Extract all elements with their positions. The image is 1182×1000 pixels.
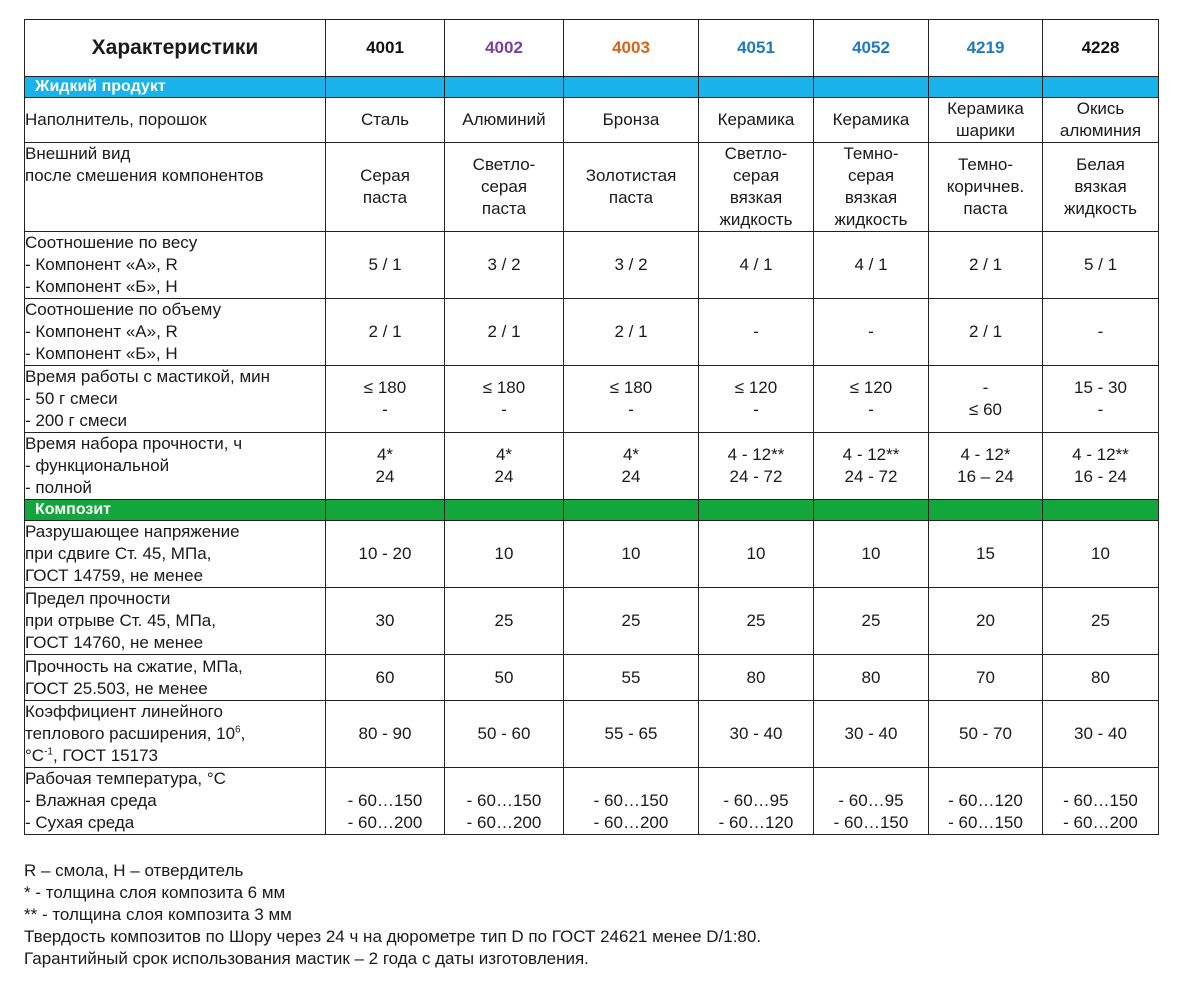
row-value: 15 - 30 - — [1043, 366, 1159, 433]
row-value: - 60…95 - 60…120 — [699, 768, 814, 835]
row-value: Керамика шарики — [929, 98, 1043, 143]
row-value: - 60…120 - 60…150 — [929, 768, 1043, 835]
row-value: 5 / 1 — [1043, 232, 1159, 299]
row-value: 15 — [929, 521, 1043, 588]
row-value: 60 — [326, 655, 445, 701]
row-value: Золотистая паста — [564, 143, 699, 232]
table-row — [25, 588, 1159, 655]
row-value: 5 / 1 — [326, 232, 445, 299]
header-code: 4052 — [814, 20, 929, 77]
row-value: 10 — [445, 521, 564, 588]
row-value: - 60…95 - 60…150 — [814, 768, 929, 835]
row-value: 4* 24 — [326, 433, 445, 500]
row-value: 25 — [814, 588, 929, 655]
row-value: 30 - 40 — [814, 701, 929, 768]
row-value: Светло- серая вязкая жидкость — [699, 143, 814, 232]
header-title: Характеристики — [25, 20, 326, 77]
row-value: 4* 24 — [445, 433, 564, 500]
header-code: 4001 — [326, 20, 445, 77]
row-value: 25 — [564, 588, 699, 655]
row-value: - 60…150 - 60…200 — [326, 768, 445, 835]
table-row — [25, 433, 1159, 500]
table-row — [25, 143, 1159, 232]
row-value: 2 / 1 — [564, 299, 699, 366]
footnote: Гарантийный срок использования мастик – 2 года с даты изготовления. — [24, 949, 589, 968]
row-value: 10 — [564, 521, 699, 588]
row-name: Рабочая температура, °С - Влажная среда - Сухая среда — [25, 768, 326, 835]
row-value: 4* 24 — [564, 433, 699, 500]
row-value: 4 - 12* 16 – 24 — [929, 433, 1043, 500]
row-value: Темно- серая вязкая жидкость — [814, 143, 929, 232]
section-liquid-label: Жидкий продукт — [25, 77, 326, 98]
row-value: 50 - 70 — [929, 701, 1043, 768]
footnote: Твердость композитов по Шору через 24 ч на дюрометре тип D по ГОСТ 24621 менее D/1:80. — [24, 927, 762, 946]
row-value: 4 - 12** 16 - 24 — [1043, 433, 1159, 500]
row-value: 4 / 1 — [699, 232, 814, 299]
row-value: 80 — [814, 655, 929, 701]
row-name: Время работы с мастикой, мин - 50 г смеси - 200 г смеси — [25, 366, 326, 433]
footnote: * - толщина слоя композита 6 мм — [24, 883, 286, 902]
row-value: 25 — [445, 588, 564, 655]
row-value: Светло- серая паста — [445, 143, 564, 232]
row-value: 20 — [929, 588, 1043, 655]
table-row — [25, 701, 1159, 768]
header-code: 4002 — [445, 20, 564, 77]
header-code: 4003 — [564, 20, 699, 77]
table-row — [25, 655, 1159, 701]
row-value: - — [814, 299, 929, 366]
row-value: 30 - 40 — [699, 701, 814, 768]
row-value: Темно- коричнев. паста — [929, 143, 1043, 232]
section-liquid — [25, 77, 1159, 98]
row-name: Соотношение по весу - Компонент «А», R - Компонент «Б», Н — [25, 232, 326, 299]
row-value: 2 / 1 — [929, 232, 1043, 299]
row-value: Окись алюминия — [1043, 98, 1159, 143]
row-value: 70 — [929, 655, 1043, 701]
row-value: 4 - 12** 24 - 72 — [699, 433, 814, 500]
row-value: ≤ 120 - — [699, 366, 814, 433]
row-value: 2 / 1 — [445, 299, 564, 366]
row-value: Сталь — [326, 98, 445, 143]
row-name: Разрушающее напряжение при сдвиге Ст. 45, МПа, ГОСТ 14759, не менее — [25, 521, 326, 588]
row-value: 4 / 1 — [814, 232, 929, 299]
row-name: Коэффициент линейного теплового расширения, $10^6$, $^\circ С^{-1}$, ГОСТ 15173 — [25, 701, 326, 768]
row-value: Алюминий — [445, 98, 564, 143]
header-code: 4051 — [699, 20, 814, 77]
table-row — [25, 521, 1159, 588]
row-value: Керамика — [814, 98, 929, 143]
row-value: Белая вязкая жидкость — [1043, 143, 1159, 232]
row-value: 3 / 2 — [445, 232, 564, 299]
row-value: 2 / 1 — [326, 299, 445, 366]
row-name: Предел прочности при отрыве Ст. 45, МПа, ГОСТ 14760, не менее — [25, 588, 326, 655]
row-value: 10 - 20 — [326, 521, 445, 588]
header-code: 4219 — [929, 20, 1043, 77]
row-name: Прочность на сжатие, МПа, ГОСТ 25.503, не менее — [25, 655, 326, 701]
row-value: - 60…150 - 60…200 — [564, 768, 699, 835]
row-value: 3 / 2 — [564, 232, 699, 299]
row-value: 2 / 1 — [929, 299, 1043, 366]
footnote: ** - толщина слоя композита 3 мм — [24, 905, 292, 924]
row-value: 55 — [564, 655, 699, 701]
header-row — [25, 20, 1159, 77]
row-value: ≤ 180 - — [445, 366, 564, 433]
section-composite — [25, 500, 1159, 521]
row-name: Внешний вид после смешения компонентов — [25, 143, 326, 232]
row-value: - 60…150 - 60…200 — [445, 768, 564, 835]
table-row — [25, 768, 1159, 835]
row-value: Бронза — [564, 98, 699, 143]
row-value: 10 — [1043, 521, 1159, 588]
row-value: 50 — [445, 655, 564, 701]
row-value: 55 - 65 — [564, 701, 699, 768]
row-value: ≤ 120 - — [814, 366, 929, 433]
table-row — [25, 366, 1159, 433]
row-value: 10 — [814, 521, 929, 588]
row-value: 4 - 12** 24 - 72 — [814, 433, 929, 500]
row-value: 80 — [1043, 655, 1159, 701]
footnote: R – смола, Н – отвердитель — [24, 861, 244, 880]
table-row — [25, 232, 1159, 299]
row-name: Наполнитель, порошок — [25, 98, 326, 143]
row-name: Время набора прочности, ч - функциональной - полной — [25, 433, 326, 500]
row-value: 25 — [699, 588, 814, 655]
row-value: - — [1043, 299, 1159, 366]
row-value: - ≤ 60 — [929, 366, 1043, 433]
footnotes — [24, 860, 761, 970]
row-value: 80 - 90 — [326, 701, 445, 768]
row-value: 80 — [699, 655, 814, 701]
row-value: 25 — [1043, 588, 1159, 655]
table-row — [25, 98, 1159, 143]
row-value: 10 — [699, 521, 814, 588]
section-composite-label: Композит — [25, 500, 326, 521]
row-value: 30 - 40 — [1043, 701, 1159, 768]
specs-table — [24, 19, 1159, 835]
row-value: ≤ 180 - — [326, 366, 445, 433]
row-name: Соотношение по объему - Компонент «А», R - Компонент «Б», Н — [25, 299, 326, 366]
header-code: 4228 — [1043, 20, 1159, 77]
row-value: Серая паста — [326, 143, 445, 232]
row-value: 50 - 60 — [445, 701, 564, 768]
row-value: Керамика — [699, 98, 814, 143]
row-value: ≤ 180 - — [564, 366, 699, 433]
row-value: - — [699, 299, 814, 366]
row-value: - 60…150 - 60…200 — [1043, 768, 1159, 835]
table-row — [25, 299, 1159, 366]
row-value: 30 — [326, 588, 445, 655]
